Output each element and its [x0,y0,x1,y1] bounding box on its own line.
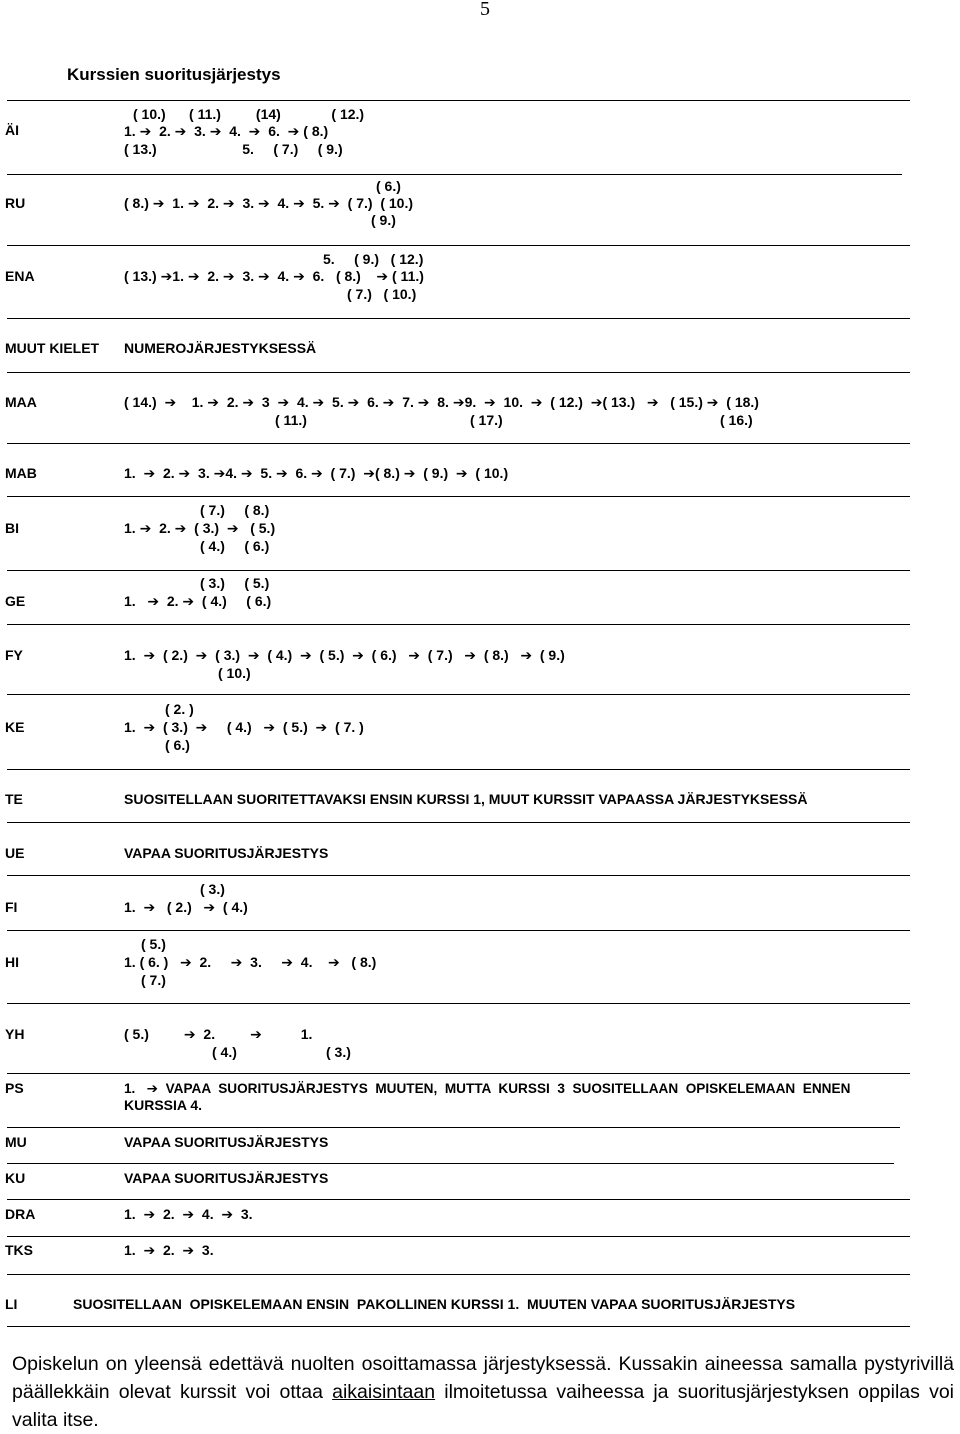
divider [7,174,902,175]
course-sequence-tks: 1. ➔ 2. ➔ 3. [124,1242,214,1258]
footer-note-text-1: Opiskelun on yleensä edettävä nuolten osoittamassa järjestyksessä. Kussakin aineessa samalla pystyrivillä päällekkäin olevat kurssit voi ottaa [12,1353,954,1403]
course-sequence-ke-line3: ( 6.) [165,737,190,753]
course-sequence-ena-line2: ( 13.) ➔1. ➔ 2. ➔ 3. ➔ 4. ➔ 6. ( 8.) ➔ ( 11.) [124,268,424,284]
divider [7,1236,910,1237]
course-sequence-hi-line3: ( 7.) [141,972,166,988]
subject-label-ps: PS [5,1080,24,1096]
course-sequence-bi-line3: ( 4.) ( 6.) [200,538,270,554]
course-sequence-ai-line2: 1. ➔ 2. ➔ 3. ➔ 4. ➔ 6. ➔ ( 8.) [124,123,329,139]
divider [7,570,910,571]
course-sequence-ps-line1: 1. ➔ VAPAA SUORITUSJÄRJESTYS MUUTEN, MUTTA KURSSI 3 SUOSITELLAAN OPISKELEMAAN ENNEN [124,1081,851,1096]
divider [7,930,910,931]
divider [7,1073,910,1074]
course-sequence-hi-line2: 1. ( 6. ) ➔ 2. ➔ 3. ➔ 4. ➔ ( 8.) [124,954,377,970]
course-sequence-li: SUOSITELLAAN OPISKELEMAAN ENSIN PAKOLLINEN KURSSI 1. MUUTEN VAPAA SUORITUSJÄRJESTYS [73,1296,796,1312]
subject-label-li: LI [5,1296,18,1312]
subject-label-fy: FY [5,647,23,663]
footer-note-underlined: aikaisintaan [332,1381,436,1403]
divider [7,1199,910,1200]
course-sequence-ku: VAPAA SUORITUSJÄRJESTYS [124,1170,329,1186]
course-sequence-muut-kielet: NUMEROJÄRJESTYKSESSÄ [124,340,317,356]
course-sequence-bi-line2: 1. ➔ 2. ➔ ( 3.) ➔ ( 5.) [124,520,276,536]
page-number: 5 [480,0,490,20]
course-sequence-dra: 1. ➔ 2. ➔ 4. ➔ 3. [124,1206,253,1222]
course-sequence-maa-alt2: ( 17.) [470,412,503,428]
divider [7,100,910,101]
course-sequence-maa-alt1: ( 11.) [275,412,307,428]
divider [7,769,910,770]
subject-label-ena: ENA [5,268,35,284]
subject-label-mu: MU [5,1134,27,1150]
course-sequence-mu: VAPAA SUORITUSJÄRJESTYS [124,1134,329,1150]
subject-label-tks: TKS [5,1242,33,1258]
subject-label-ru: RU [5,195,26,211]
course-sequence-yh-line1: ( 5.) ➔ 2. ➔ 1. [124,1026,313,1042]
course-sequence-fy-line2: ( 10.) [218,665,251,681]
course-sequence-yh-alt1: ( 4.) [212,1044,237,1060]
subject-label-fi: FI [5,899,18,915]
course-sequence-ue: VAPAA SUORITUSJÄRJESTYS [124,845,329,861]
course-sequence-fi-line2: 1. ➔ ( 2.) ➔ ( 4.) [124,899,248,915]
course-sequence-ru-line2: ( 8.) ➔ 1. ➔ 2. ➔ 3. ➔ 4. ➔ 5. ➔ ( 7.) ( 10.) [124,195,414,211]
subject-label-dra: DRA [5,1206,36,1222]
subject-label-ue: UE [5,845,25,861]
subject-label-maa: MAA [5,394,37,410]
subject-label-hi: HI [5,954,19,970]
subject-label-yh: YH [5,1026,25,1042]
course-sequence-ge-line1: ( 3.) ( 5.) [200,575,270,591]
course-sequence-ru-line3: ( 9.) [371,212,396,228]
divider [7,1326,910,1327]
divider [7,875,910,876]
course-sequence-bi-line1: ( 7.) ( 8.) [200,502,270,518]
course-sequence-ps-line2: KURSSIA 4. [124,1097,203,1113]
course-sequence-ge-line2: 1. ➔ 2. ➔ ( 4.) ( 6.) [124,593,272,609]
divider [7,1274,910,1275]
subject-label-bi: BI [5,520,19,536]
page-title: Kurssien suoritusjärjestys [67,65,281,84]
course-sequence-maa-alt3: ( 16.) [720,412,753,428]
course-sequence-ena-line3: ( 7.) ( 10.) [347,286,417,302]
course-sequence-te: SUOSITELLAAN SUORITETTAVAKSI ENSIN KURSSI 1, MUUT KURSSIT VAPAASSA JÄRJESTYKSESSÄ [124,791,808,807]
divider [7,624,910,625]
subject-label-muut-kielet: MUUT KIELET [5,340,100,356]
divider [7,1003,910,1004]
course-sequence-fy-line1: 1. ➔ ( 2.) ➔ ( 3.) ➔ ( 4.) ➔ ( 5.) ➔ ( 6.) ➔ ( 7.) ➔ ( 8.) ➔ ( 9.) [124,647,565,663]
subject-label-te: TE [5,791,23,807]
subject-label-mab: MAB [5,465,37,481]
course-sequence-hi-line1: ( 5.) [141,936,166,952]
subject-label-ge: GE [5,593,26,609]
footer-note-text-2: ilmoitetussa vaiheessa ja suoritusjärjestyksen oppilas voi valita itse. [12,1381,954,1431]
course-sequence-ke-line1: ( 2. ) [165,701,194,717]
course-sequence-fi-line1: ( 3.) [200,881,225,897]
divider [7,1163,894,1164]
course-sequence-ena-line1: 5. ( 9.) ( 12.) [323,251,424,267]
course-sequence-ai-line3: ( 13.) 5. ( 7.) ( 9.) [124,141,343,157]
subject-label-ke: KE [5,719,25,735]
divider [7,245,910,246]
course-sequence-yh-alt2: ( 3.) [326,1044,351,1060]
divider [7,694,910,695]
divider [7,443,910,444]
course-sequence-ai-line1: ( 10.) ( 11.) (14) ( 12.) [133,106,365,122]
course-sequence-ke-line2: 1. ➔ ( 3.) ➔ ( 4.) ➔ ( 5.) ➔ ( 7. ) [124,719,364,735]
footer-note [12,1350,954,1434]
divider [7,1127,900,1128]
divider [7,318,910,319]
course-sequence-ru-line1: ( 6.) [376,178,401,194]
divider [7,822,910,823]
subject-label-ku: KU [5,1170,26,1186]
course-sequence-mab: 1. ➔ 2. ➔ 3. ➔4. ➔ 5. ➔ 6. ➔ ( 7.) ➔( 8.) ➔ ( 9.) ➔ ( 10.) [124,465,509,481]
course-sequence-maa-line1: ( 14.) ➔ 1. ➔ 2. ➔ 3 ➔ 4. ➔ 5. ➔ 6. ➔ 7. ➔ 8. ➔9. ➔ 10. ➔ ( 12.) ➔( 13.) ➔ ( 15.) ➔ ( 18.) [124,394,759,410]
divider [7,372,910,373]
divider [7,496,910,497]
subject-label-ai: ÄI [5,122,19,138]
